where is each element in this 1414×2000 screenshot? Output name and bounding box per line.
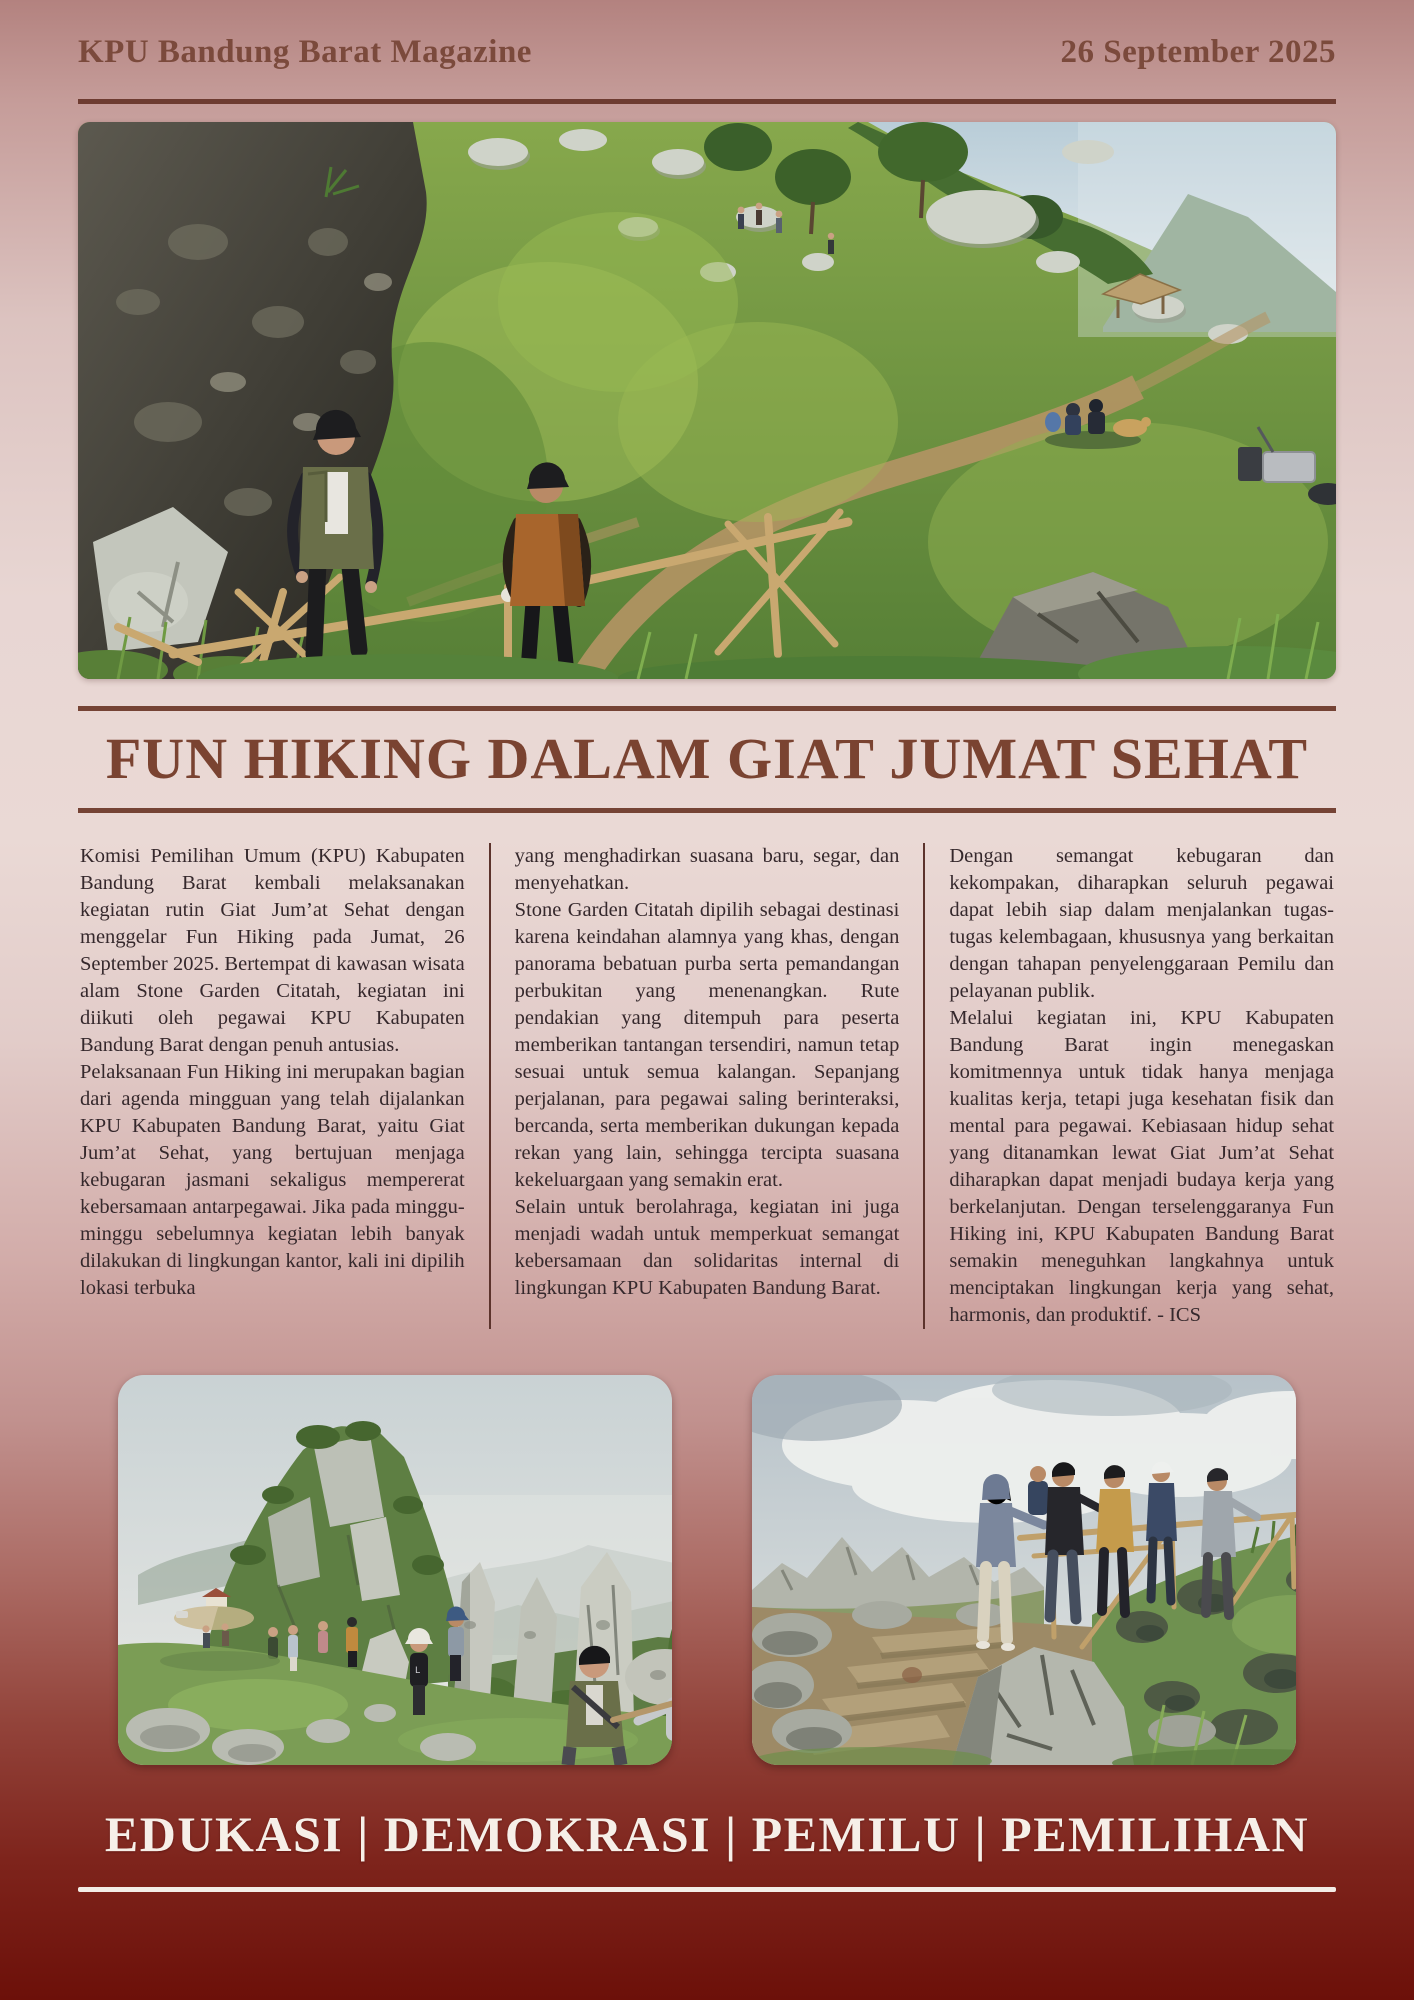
paragraph: Melalui kegiatan ini, KPU Kabupaten Bandung Barat ingin menegaskan komitmennya untuk tidak hanya menjaga kualitas kerja, tetapi juga kesehatan fisik dan mental para pegawai. Kebiasaan hidup sehat yang ditanamkan lewat Giat Jum’at Sehat diharapkan dapat menjadi budaya kerja yang berkelanjutan. Dengan terselenggaranya Fun Hiking ini, KPU Kabupaten Bandung Barat semakin meneguhkan langkahnya untuk menciptakan lingkungan kerja yang sehat, harmonis, dan produktif. - ICS <box>949 1006 1335 1326</box>
paragraph: yang menghadirkan suasana baru, segar, dan menyehatkan. <box>514 844 900 894</box>
svg-text:L: L <box>415 1665 421 1676</box>
masthead <box>0 0 1414 71</box>
photo-gallery <box>78 1359 1336 1781</box>
header-rule <box>78 99 1336 104</box>
stone-garden-illustration <box>118 1375 672 1765</box>
paragraph: Komisi Pemilihan Umum (KPU) Kabupaten Bandung Barat kembali melaksanakan kegiatan rutin Giat Jum’at Sehat dengan menggelar Fun Hiking pada Jumat, 26 September 2025. Bertempat di kawasan wisata alam Stone Garden Citatah, kegiatan ini diikuti oleh pegawai KPU Kabupaten Bandung Barat dengan penuh antusias. <box>80 844 465 1056</box>
article-column-1 <box>78 843 489 1329</box>
issue-date: 26 September 2025 <box>1060 34 1336 70</box>
paragraph: Selain untuk berolahraga, kegiatan ini juga menjadi wadah untuk memperkuat semangat kebersamaan dan solidaritas internal di lingkungan KPU Kabupaten Bandung Barat. <box>514 1195 900 1299</box>
paragraph: Stone Garden Citatah dipilih sebagai destinasi karena keindahan alamnya yang khas, dengan panorama bebatuan purba serta pemandangan perbukitan yang menenangkan. Rute pendakian yang ditempuh para peserta memberikan tantangan tersendiri, namun tetap sesuai untuk semua kalangan. Sepanjang perjalanan, para pegawai saling berinteraksi, bercanda, serta memberikan dukungan kepada rekan yang lain, sehingga tercipta suasana kekeluargaan yang semakin erat. <box>514 898 900 1191</box>
article-column-3 <box>923 843 1336 1329</box>
paragraph: Pelaksanaan Fun Hiking ini merupakan bagian dari agenda mingguan yang telah dijalankan KPU Kabupaten Bandung Barat, yaitu Giat Jum’at Sehat, yang bertujuan menjaga kebugaran jasmani sekaligus mempererat kebersamaan antarpegawai. Jika pada minggu-minggu sebelumnya kegiatan lebih banyak dilakukan di lingkungan kantor, kali ini dipilih lokasi terbuka <box>80 1060 465 1299</box>
hero-photo-illustration <box>78 122 1336 679</box>
magazine-title: KPU Bandung Barat Magazine <box>78 34 532 70</box>
article-body <box>78 843 1336 1329</box>
headline-rule-top <box>78 706 1336 711</box>
photo-descending-group <box>752 1375 1296 1765</box>
headline-rule-bottom <box>78 808 1336 813</box>
article-column-2 <box>489 843 924 1329</box>
paragraph: Dengan semangat kebugaran dan kekompakan, diharapkan seluruh pegawai dapat lebih siap dalam menjalankan tugas-tugas kelembagaan, khususnya yang berkaitan dengan tahapan penyelenggaraan Pemilu dan pelayanan publik. <box>949 844 1335 1002</box>
headline: FUN HIKING DALAM GIAT JUMAT SEHAT <box>105 726 1309 791</box>
photo-stone-garden-panorama <box>118 1375 672 1765</box>
footer-tagline: EDUKASI | DEMOKRASI | PEMILU | PEMILIHAN <box>104 1805 1310 1862</box>
hero-photo-fun-hiking <box>78 122 1336 679</box>
descending-group-illustration <box>752 1375 1296 1765</box>
footer-rule <box>78 1887 1336 1892</box>
